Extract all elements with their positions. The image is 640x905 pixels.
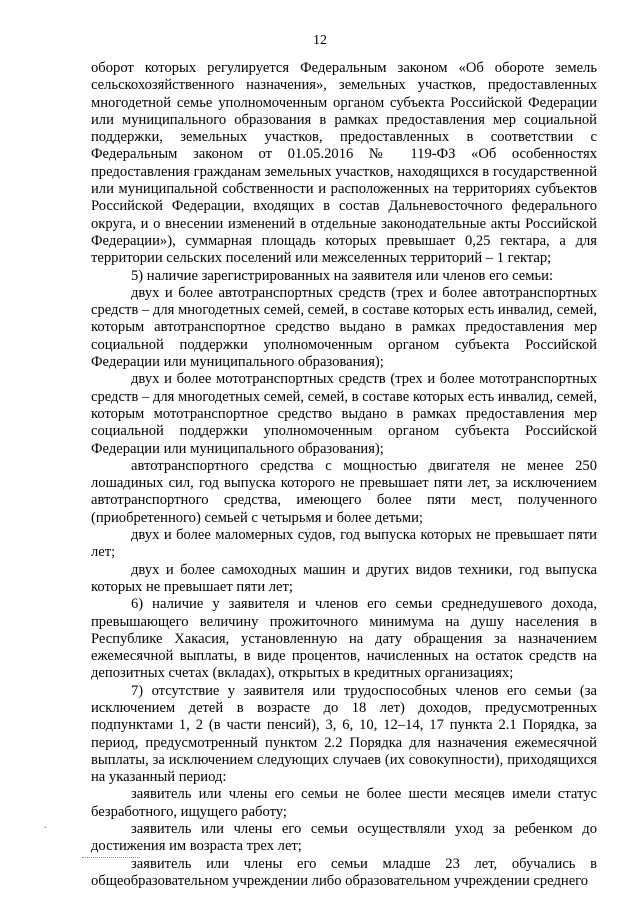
paragraph: заявитель или члены его семьи младше 23 лет, обучались в общеобразовательном учреждении либо образовательном учреждении среднего xyxy=(91,855,597,889)
paragraph: двух и более мототранспортных средств (трех и более мототранспортных средств – для многодетных семей, семей, в составе которых есть инвалид, семей, которым мототранспортное средство выдано в рамках предоставления мер социальной поддержки уполномоченным органом субъекта Российской Федерации или муниципального образования); xyxy=(91,371,597,457)
paragraph: двух и более самоходных машин и других видов техники, год выпуска которых не превышает пяти лет; xyxy=(91,561,597,595)
paragraph: двух и более автотранспортных средств (трех и более автотранспортных средств – для многодетных семей, семей, в составе которых есть инвалид, семей, которым автотранспортное средство выдано в рамках предоставления мер социальной поддержки уполномоченным органом субъекта Российской Федерации или муниципального образования); xyxy=(91,284,597,371)
margin-dots xyxy=(82,857,140,858)
paragraph: 6) наличие у заявителя и членов его семьи среднедушевого дохода, превышающего величину прожиточного минимума на душу населения в Республике Хакасия, установленную на дату обращения за назначением ежемесячной выплаты, в виде процентов, начисленных на остаток средств на депозитных счетах (вкладах), открытых в кредитных организациях; xyxy=(91,596,597,682)
paragraph: 7) отсутствие у заявителя или трудоспособных членов его семьи (за исключением детей в возрасте до 18 лет) доходов, предусмотренных подпунктами 1, 2 (в части пенсий), 3, 6, 10, 12–14, 17 пункта 2.1 Порядка, за период, предусмотренный пунктом 2.2 Порядка для назначения ежемесячной выплаты, за исключением следующих случаев (их совокупности), приходящихся на указанный период: xyxy=(91,682,597,786)
document-body xyxy=(91,60,597,890)
margin-mark: . xyxy=(44,820,47,831)
paragraph: оборот которых регулируется Федеральным законом «Об обороте земель сельскохозяйственного назначения», земельных участков, предоставленных многодетной семье уполномоченным органом субъекта Российской Федерации или муниципального образования в рамках предоставления мер социальной поддержки, земельных участков, предоставленных в соответствии с Федеральным законом от 01.05.2016 № 119-ФЗ «Об особенностях предоставления гражданам земельных участков, находящихся в государственной или муниципальной собственности и расположенных на территориях субъектов Российской Федерации, входящих в состав Дальневосточного федерального округа, и о внесении изменений в отдельные законодательные акты Российской Федерации»), суммарная площадь которых превышает 0,25 гектара, а для территории сельских поселений или межселенных территорий – 1 гектар; xyxy=(91,60,597,267)
paragraph: заявитель или члены его семьи осуществляли уход за ребенком до достижения им возраста трех лет; xyxy=(91,821,597,855)
paragraph: 5) наличие зарегистрированных на заявителя или членов его семьи: xyxy=(131,267,554,284)
paragraph: автотранспортного средства с мощностью двигателя не менее 250 лошадиных сил, год выпуска которого не превышает пяти лет, за исключением автотранспортного средства, имеющего более пяти мест, полученного (приобретенного) семьей с четырьмя и более детьми; xyxy=(91,457,597,526)
page-number: 12 xyxy=(313,33,327,48)
paragraph: двух и более маломерных судов, год выпуска которых не превышает пяти лет; xyxy=(91,527,597,561)
paragraph: заявитель или члены его семьи не более шести месяцев имели статус безработного, ищущего работу; xyxy=(91,786,597,820)
